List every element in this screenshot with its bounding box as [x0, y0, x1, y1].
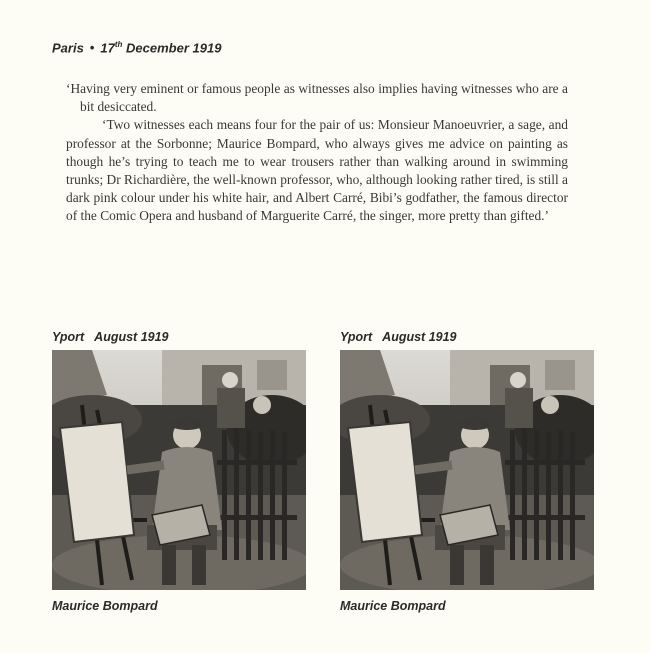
header-place: Paris — [52, 40, 84, 56]
photo-right-date: August 1919 — [382, 330, 457, 344]
header-month-year: December 1919 — [126, 40, 222, 56]
photo-right-subject: Maurice Bompard — [340, 599, 446, 613]
quote-text — [66, 80, 568, 226]
photo-right-place: Yport — [340, 330, 373, 344]
photo-left-place: Yport — [52, 330, 85, 344]
quote-paragraph-2: ‘Two witnesses each means four for the pair of us: Monsieur Manoeuvrier, a sage, and professor at the Sorbonne; Maurice Bompard, who always gives me advice on painting as though he’s trying to teach me to wear trousers rather than walking around in swimming trunks; Dr Richardière, the well-known professor, who, although looking rather tired, is still a dark pink colour under his white hair, and Albert Carré, Bibi’s godfather, the famous director of the Comic Opera and husband of Marguerite Carré, the singer, more pretty than gifted.’ — [66, 117, 568, 224]
header-day-suffix: th — [114, 40, 123, 49]
photo-right-caption — [340, 330, 457, 344]
painter-photo-right — [340, 350, 594, 590]
header-day: 17 — [100, 40, 115, 56]
photo-left-subject: Maurice Bompard — [52, 599, 158, 613]
painter-photo-left — [52, 350, 306, 590]
photo-left-caption — [52, 330, 169, 344]
photo-left — [52, 350, 306, 590]
page-header — [52, 40, 221, 55]
photo-left-date: August 1919 — [94, 330, 169, 344]
header-separator: • — [89, 40, 95, 56]
photo-right — [340, 350, 594, 590]
quote-paragraph-1: ‘Having very eminent or famous people as witnesses also implies having witnesses who are a bit desiccated. — [66, 81, 568, 115]
